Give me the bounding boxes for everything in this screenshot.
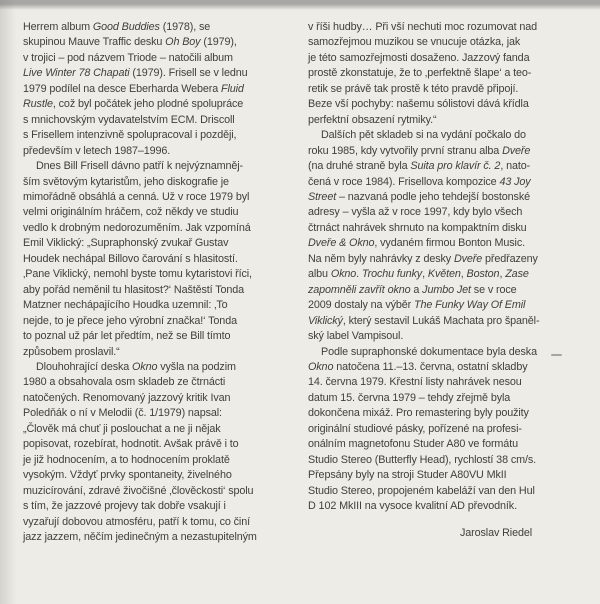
text-run: ším světovým kytaristům, jeho diskografie je: [23, 175, 229, 188]
text-run: retik se právě tak prostě k této pravdě připojí.: [308, 82, 519, 95]
text-run: Dnes Bill Frisell dávno patří k nejvýznamněj-: [36, 160, 244, 173]
text-run: 1979 podílel na desce Eberharda Webera: [23, 82, 222, 95]
text-run: „Člověk má chuť ji poslouchat a ne ji nějak: [23, 422, 221, 435]
text-line: [308, 468, 574, 483]
text-line: [23, 468, 295, 483]
text-run: Studio Stereo (Butterfly Head), rychlostí 38 cm/s.: [308, 453, 537, 466]
text-run: Okno: [132, 360, 158, 373]
text-run: prostě zkonstatuje, že to ‚perfektně šlape‘ a teo-: [308, 67, 532, 80]
text-run: velmi originálním hráčem, což někdy ve studiu: [23, 206, 239, 219]
text-run: Herrem album: [23, 21, 93, 33]
text-run: Emil Viklický: „Supraphonský zvukař Gustav: [23, 237, 229, 250]
text-line: [23, 499, 295, 514]
text-run: zapomněli zavřít okno: [308, 283, 411, 296]
text-line: [23, 267, 295, 282]
text-run: , který sestavil Lukáš Machata pro španěl-: [342, 314, 540, 327]
text-run: nejde, to je přece jeho výrobní značka!‘ Tonda: [23, 314, 237, 327]
text-run: Okno: [330, 268, 357, 281]
text-line: [23, 530, 295, 545]
text-line: [23, 453, 295, 468]
text-run: Boston: [466, 268, 500, 281]
text-run: , což byl počátek jeho plodné spolupráce: [52, 98, 244, 111]
text-run: natočených. Renomovaný jazzový kritik Ivan: [23, 391, 231, 404]
text-run: Oh Boy: [165, 36, 201, 49]
text-run: s Frisellem intenzivně spolupracoval i později,: [23, 129, 237, 142]
text-line: [308, 437, 574, 452]
text-run: je již hodnocením, a to hodnocením proklatě: [23, 453, 230, 466]
scan-edge-left: [0, 0, 16, 604]
text-line: [308, 20, 574, 35]
text-run: Viklický: [308, 314, 343, 327]
text-run: Trochu funky: [361, 268, 423, 281]
text-line: [308, 128, 574, 143]
text-run: se v roce: [470, 283, 517, 296]
text-line: [308, 82, 574, 97]
text-line: [308, 298, 574, 313]
text-run: Dalších pět skladeb si na vydání počkalo do: [321, 129, 526, 142]
text-line: [23, 283, 295, 298]
text-run: – nazvaná podle jeho tehdejší bostonské: [336, 190, 530, 203]
text-line: [23, 375, 295, 390]
text-run: Přepsány byly na stroji Studer A80VU MkII: [308, 469, 507, 482]
text-run: roku 1985, kdy vytvořily první stranu alba: [308, 144, 503, 157]
text-run: předřazeny: [482, 252, 538, 265]
text-run: Dveře: [502, 144, 531, 157]
text-line: [23, 484, 295, 499]
text-run: samozřejmou muzikou se vnucuje otázka, jak: [308, 36, 521, 49]
text-run: popisovat, rozebírat, hodnotit. Avšak právě i to: [23, 438, 239, 451]
text-run: Zase: [505, 268, 529, 281]
text-run: 43 Joy: [499, 175, 531, 188]
text-line: [23, 360, 295, 375]
text-run: aby pořád neměnil tu hlasitost?‘ Naštěstí Tonda: [23, 283, 245, 296]
text-run: je této samozřejmosti dosaženo. Jazzový fanda: [308, 51, 530, 64]
text-run: Live Winter 78 Chapati: [23, 67, 130, 80]
text-run: čená v roce 1984). Frisellova kompozice: [308, 175, 500, 188]
text-run: ,: [422, 268, 428, 281]
text-line: [308, 499, 574, 514]
text-run: v trojici – pod názvem Triode – natočili album: [23, 51, 233, 64]
text-run: mimořádně obsáhlá a cenná. Už v roce 1979 byl: [23, 190, 250, 203]
right-column: [308, 20, 574, 515]
text-line: [23, 113, 295, 128]
text-run: ,: [499, 268, 506, 281]
text-run: Matzner nechápajícího Houdka uzemnil: ‚To: [23, 299, 228, 312]
text-run: (na druhé straně byla: [308, 160, 411, 173]
text-line: [308, 375, 574, 390]
text-line: [23, 252, 295, 267]
text-line: [23, 205, 295, 220]
text-line: [23, 298, 295, 313]
text-run: vysokým. Vždyť prvky spontaneity, živelného: [23, 469, 232, 482]
text-line: [308, 391, 574, 406]
text-run: Good Buddies: [92, 21, 160, 33]
text-line: [308, 113, 574, 128]
text-run: Okno: [308, 360, 334, 373]
text-run: jazz jazzem, něčím jedinečným a nezastupitelným: [23, 530, 257, 543]
text-run: .: [356, 268, 362, 281]
signature: Jaroslav Riedel: [459, 527, 532, 539]
text-line: [23, 437, 295, 452]
text-run: Podle supraphonské dokumentace byla deska: [321, 345, 537, 358]
text-line: [23, 345, 295, 360]
text-line: [308, 221, 574, 236]
text-line: [23, 190, 295, 205]
text-run: Suita pro klavír č. 2: [410, 160, 501, 173]
text-run: D 102 MkIII na vysoce kvalitní AD převodník.: [308, 500, 517, 513]
text-run: Jumbo Jet: [422, 283, 471, 296]
text-line: [308, 35, 574, 50]
text-run: originální studiové pásky, pořízené na profesi-: [308, 422, 522, 435]
text-line: [308, 484, 574, 499]
text-run: Street: [308, 190, 337, 203]
text-line: [308, 66, 574, 81]
text-line: [308, 453, 574, 468]
text-line: [23, 422, 295, 437]
text-line: [23, 20, 295, 35]
text-run: , vydaném firmou Bonton Music.: [374, 237, 525, 250]
text-line: [23, 159, 295, 174]
text-line: [308, 345, 574, 360]
left-column: [23, 20, 295, 545]
text-run: Květen: [427, 268, 461, 281]
text-line: [23, 51, 295, 66]
text-run: s mnichovským vydavatelstvím ECM. Driscoll: [23, 113, 235, 126]
text-run: ‚Pane Viklický, nemohl byste tomu kytaristovi říci,: [23, 268, 252, 281]
text-line: [308, 190, 574, 205]
text-line: [23, 128, 295, 143]
text-line: [23, 82, 295, 97]
text-run: The Funky Way Of Emil: [414, 299, 526, 312]
text-run: 1980 a obsahovala osm skladeb ze čtrnácti: [23, 376, 226, 389]
text-run: Studio Stereo, propojeném kabeláží van den Hul: [308, 484, 535, 497]
text-line: [23, 175, 295, 190]
text-run: především v letech 1987–1996.: [23, 144, 171, 157]
text-run: (1979). Frisell se v lednu: [129, 67, 248, 80]
text-run: skupinou Mauve Traffic desku: [23, 36, 166, 49]
text-run: čtrnáct nahrávek shrnuto na kompaktním disku: [308, 221, 527, 234]
text-run: Dveře: [453, 252, 483, 265]
text-run: perfektní obsazení rytmiky.“: [308, 113, 437, 126]
text-line: [23, 515, 295, 530]
text-run: ,: [460, 268, 467, 281]
text-line: [308, 97, 574, 112]
text-run: Houdek nechápal Billovo čarování s hlasitostí.: [23, 252, 238, 265]
text-line: [308, 205, 574, 220]
text-run: , nato-: [500, 160, 531, 173]
text-line: [308, 51, 574, 66]
text-run: vedlo k drobným nedorozuměním. Jak vzpomíná: [23, 221, 251, 234]
text-line: [23, 66, 295, 81]
text-run: Fluid: [221, 82, 244, 95]
text-run: Rustle: [23, 98, 53, 111]
text-run: způsobem proslavil.“: [23, 345, 120, 358]
text-run: onálním magnetofonu Studer A80 ve formátu: [308, 438, 518, 451]
text-run: Na něm byly nahrávky z desky: [308, 252, 454, 265]
text-run: (1979),: [200, 36, 237, 49]
text-run: adresy – vyšla až v roce 1997, kdy bylo všech: [308, 206, 523, 219]
scan-artifact-mark: [551, 354, 562, 356]
text-line: [308, 175, 574, 190]
text-run: (1978), se: [159, 21, 211, 33]
text-line: [308, 422, 574, 437]
text-line: [308, 283, 574, 298]
text-line: [23, 406, 295, 421]
text-run: natočena 11.–13. června, ostatní skladby: [333, 360, 528, 373]
text-run: dokončena mixáž. Pro remastering byly použity: [308, 407, 529, 420]
text-run: 2009 dostaly na výběr: [308, 299, 414, 312]
text-line: [308, 267, 574, 282]
text-line: [23, 35, 295, 50]
text-line: [308, 329, 574, 344]
text-line: [308, 252, 574, 267]
text-line: [23, 314, 295, 329]
text-line: [308, 236, 574, 251]
text-run: Beze vší pochyby: našemu sólistovi dává křídla: [308, 98, 529, 111]
scan-edge-top: [0, 0, 600, 10]
text-run: a: [410, 283, 423, 296]
text-line: [23, 391, 295, 406]
text-run: Dveře & Okno: [308, 237, 375, 250]
text-run: vyzařují dobovou atmosféru, patří k tomu, co činí: [23, 515, 250, 528]
text-line: [308, 144, 574, 159]
text-run: 14. června 1979. Křestní listy nahrávek nesou: [308, 376, 522, 389]
text-run: albu: [308, 268, 331, 281]
text-run: Poledňák o ní v Melodii (č. 1/1979) napsal:: [23, 407, 222, 420]
text-run: v říši hudby… Při vší nechuti moc rozumovat nad: [308, 21, 537, 33]
text-line: [23, 97, 295, 112]
text-line: [308, 314, 574, 329]
text-line: [23, 221, 295, 236]
text-run: ský label Vampisoul.: [308, 330, 404, 343]
text-run: to poznal už pár let předtím, než se Bill tímto: [23, 330, 231, 343]
text-run: Dlouhohrající deska: [36, 360, 133, 373]
text-run: datum 15. června 1979 – tehdy zřejmě byla: [308, 391, 511, 404]
text-line: [23, 329, 295, 344]
text-run: muzicírování, zdravé živočišné ‚člověckosti‘ spolu: [23, 484, 254, 497]
text-run: vyšla na podzim: [157, 360, 236, 373]
text-line: [23, 236, 295, 251]
text-line: [23, 144, 295, 159]
text-line: [308, 360, 574, 375]
text-line: [308, 159, 574, 174]
text-run: s tím, že jazzové projevy tak dobře vsakují i: [23, 500, 226, 513]
text-line: [308, 406, 574, 421]
